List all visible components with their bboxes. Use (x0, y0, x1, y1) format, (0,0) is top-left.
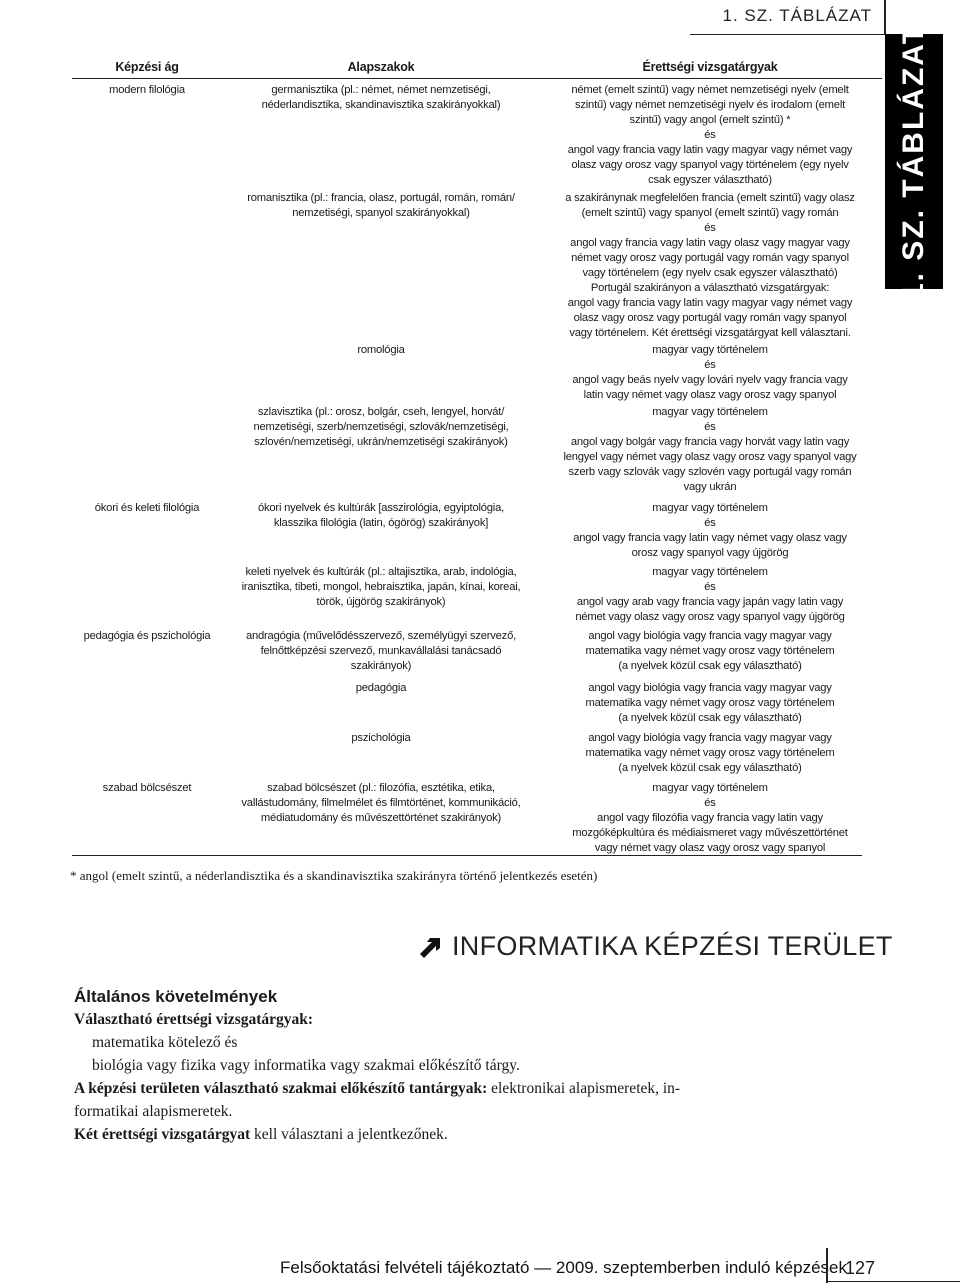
exam-subjects-line (74, 1010, 874, 1030)
section-heading (418, 931, 893, 962)
prep-subjects-cont: formatikai alapismeretek. (74, 1103, 233, 1120)
footer-text: Felsőoktatási felvételi tájékoztató — 2009. szeptemberben induló képzések (280, 1258, 847, 1277)
table-bottom-rule (72, 855, 862, 856)
cell-major: romanisztika (pl.: francia, olasz, portugál, román, román/ nemzetiségi, spanyol szakirányokkal) (247, 192, 515, 219)
prep-subjects-label: A képzési területen választható szakmai előkészítő tantárgyak: (74, 1080, 488, 1097)
header-vertical-bar (884, 0, 886, 34)
cell-major: pszichológia (351, 732, 411, 744)
two-subjects-label: Két érettségi vizsgatárgyat (74, 1126, 251, 1143)
cell-exams: angol vagy biológia vagy francia vagy magyar vagy matematika vagy német vagy orosz vagy történelem (a nyelvek közül csak egy választható) (585, 732, 835, 774)
cell-exams: magyar vagy történelem és angol vagy beás nyelv vagy lovári nyelv vagy francia vagy latin vagy német vagy olasz vagy orosz vagy spanyol (572, 344, 848, 401)
page-number: 127 (845, 1258, 876, 1278)
cell-major: keleti nyelvek és kultúrák (pl.: altajisztika, arab, indológia, iranisztika, tibeti, mongol, hebraisztika, japán, kínai, koreai, török, újgörög szakirányok) (241, 566, 521, 608)
arrow-up-right-icon (418, 936, 442, 958)
side-tab (885, 23, 943, 300)
table-header (72, 58, 882, 79)
cell-major: szlavisztika (pl.: orosz, bolgár, cseh, lengyel, horvát/ nemzetiségi, szerb/nemzetiségi, szlovák/nemzetiségi, szlovén/nemzetiségi, ukrán/nemzetiségi szakirányok) (253, 406, 509, 448)
section-title: INFORMATIKA KÉPZÉSI TERÜLET (452, 931, 893, 961)
header-branch: Képzési ág (115, 60, 179, 74)
exam-subjects-label: Választható érettségi vizsgatárgyak: (74, 1011, 314, 1028)
cell-major: andragógia (művelődésszervező, személyügyi szervező, felnőttképzési szervező, munkavállalási tanácsadó szakirányok) (245, 630, 517, 672)
two-subjects-text: kell választani a jelentkezőnek. (250, 1126, 448, 1143)
header-rule (690, 34, 885, 35)
cell-exams: a szakiránynak megfelelően francia (emelt szintű) vagy olasz (emelt szintű) vagy spanyol (emelt szintű) vagy román és angol vagy francia vagy latin vagy olasz vagy magyar vagy német vagy orosz vagy portugál vagy román vagy spanyol vagy történelem (egy nyelv csak egyszer választható) Portugál szakirányon a választható vizsgatárgyak: angol vagy francia vagy latin vagy magyar vagy német vagy olasz vagy orosz vagy portugál vagy román vagy spanyol vagy történelem. Két érettségi vizsgatárgyat kell választani. (565, 192, 855, 339)
cell-major: ókori nyelvek és kultúrák [asszirológia, egyiptológia, klasszika filológia (latin, ógörög) szakirányok] (257, 502, 505, 529)
requirements-table (72, 58, 882, 854)
cell-branch: pedagógia és pszichológia (83, 630, 211, 642)
cell-exams: angol vagy biológia vagy francia vagy magyar vagy matematika vagy német vagy orosz vagy történelem (a nyelvek közül csak egy választható) (585, 682, 835, 724)
cell-exams: magyar vagy történelem és angol vagy francia vagy latin vagy német vagy olasz vagy orosz vagy spanyol vagy újgörög (573, 502, 847, 559)
cell-exams: német (emelt szintű) vagy német nemzetiségi nyelv (emelt szintű) vagy német nemzetiségi nyelv és irodalom (emelt szintű) vagy angol (emelt szintű) * és angol vagy francia vagy latin vagy magyar vagy német vagy olasz vagy orosz vagy spanyol vagy történelem (egy nyelv csak egyszer választható) (567, 84, 853, 186)
page-header-title: 1. SZ. TÁBLÁZAT (722, 6, 872, 25)
side-tab-label: 1. SZ. TÁBLÁZAT (897, 23, 930, 300)
cell-major: pedagógia (355, 682, 407, 694)
cell-major: romológia (357, 344, 405, 356)
header-major: Alapszakok (347, 60, 415, 74)
prep-subjects-text: elektronikai alapismeretek, in- (487, 1080, 681, 1097)
header-exams: Érettségi vizsgatárgyak (642, 60, 778, 74)
prep-subjects-line (74, 1079, 874, 1099)
cell-branch: modern filológia (109, 84, 185, 96)
cell-branch: szabad bölcsészet (102, 782, 192, 794)
two-subjects-line (74, 1125, 874, 1145)
cell-exams: magyar vagy történelem és angol vagy filozófia vagy francia vagy latin vagy mozgóképkultúra és médiaismeret vagy művészettörténet vagy német vagy olasz vagy orosz vagy spanyol (572, 782, 848, 854)
exam-line-1: matematika kötelező és (92, 1034, 238, 1051)
cell-major: germanisztika (pl.: német, német nemzetiségi, néderlandisztika, skandinavisztika szakirányokkal) (261, 84, 501, 111)
cell-exams: magyar vagy történelem és angol vagy bolgár vagy francia vagy horvát vagy latin vagy lengyel vagy német vagy olasz vagy orosz vagy spanyol vagy szerb vagy szlovák vagy szlovén vagy portugál vagy román vagy ukrán (563, 406, 857, 493)
footer-vertical-bar (826, 1248, 828, 1283)
exam-line-2: biológia vagy fizika vagy informatika vagy szakmai előkészítő tárgy. (92, 1057, 520, 1074)
cell-exams: angol vagy biológia vagy francia vagy magyar vagy matematika vagy német vagy orosz vagy történelem (a nyelvek közül csak egy választható) (585, 630, 835, 672)
cell-branch: ókori és keleti filológia (94, 502, 200, 514)
cell-exams: magyar vagy történelem és angol vagy arab vagy francia vagy japán vagy latin vagy német vagy olasz vagy orosz vagy spanyol vagy újgörög (575, 566, 845, 623)
cell-major: szabad bölcsészet (pl.: filozófia, esztétika, etika, vallástudomány, filmelmélet és filmtörténet, kommunikáció, médiatudomány és művészettörténet szakirányok) (241, 782, 521, 824)
general-requirements-title: Általános követelmények (74, 987, 278, 1006)
footnote: * angol (emelt szintű, a néderlandisztika és a skandinavisztika szakirányra történő jelentkezés esetén) (70, 868, 598, 883)
footer-rule (826, 1281, 960, 1282)
